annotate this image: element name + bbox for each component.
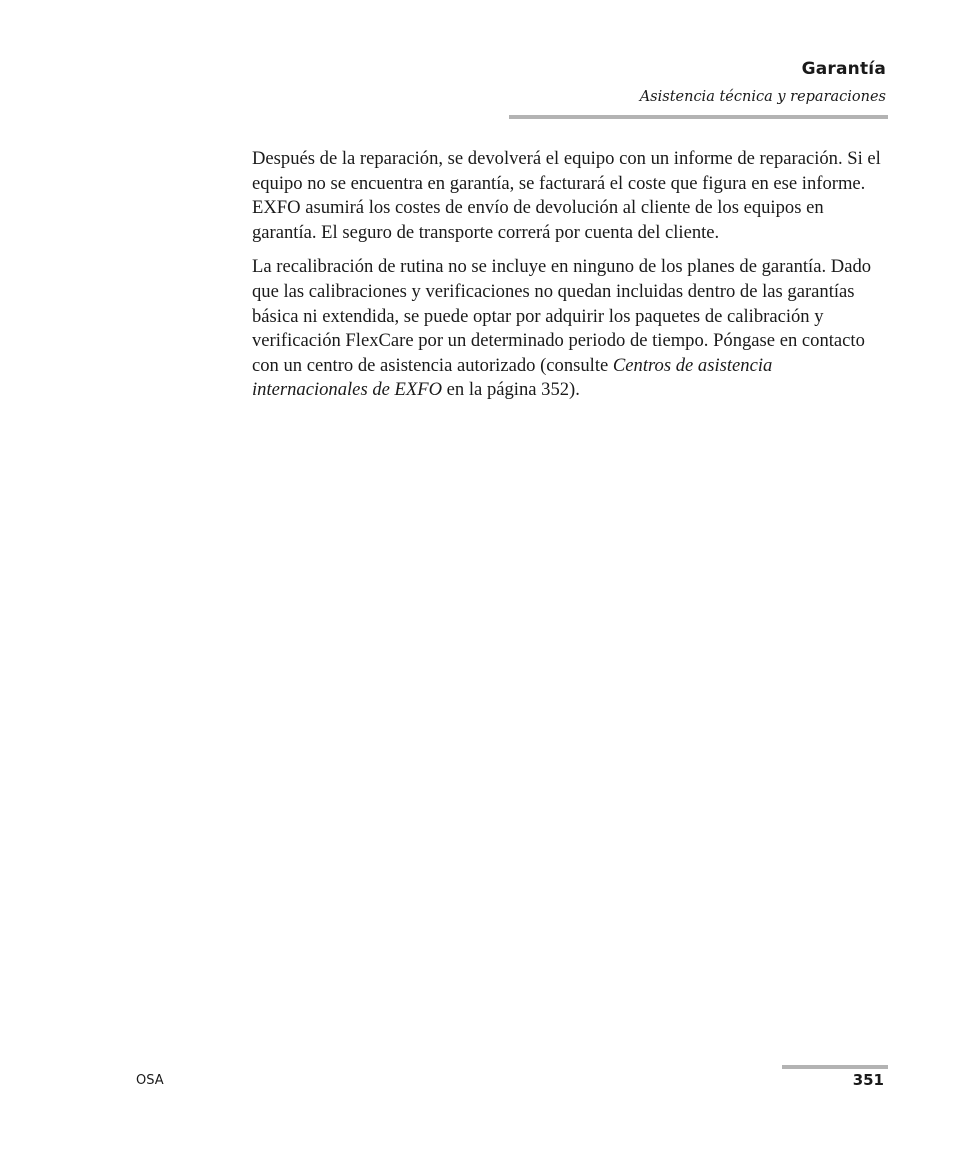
footer-divider — [782, 1065, 888, 1069]
running-header — [640, 58, 886, 107]
service-centers-reference-link[interactable]: Centros de asistencia internacionales de EXFO — [252, 354, 773, 401]
section-title: Asistencia técnica y reparaciones — [639, 89, 886, 105]
page-number: 351 — [852, 1071, 884, 1089]
paragraph-text: La recalibración de rutina no se incluye en ninguno de los planes de garantía. Dado que las calibraciones y verificaciones no quedan incluidas dentro de las garantías básica ni extendida, se puede optar por adquirir los paquetes de calibración y verificación FlexCare por un determinado periodo de tiempo. Póngase en contacto con un centro de asistencia autorizado (consulte — [252, 256, 872, 376]
paragraph-repair-return: Después de la reparación, se devolverá el equipo con un informe de reparación. Si el equipo no se encuentra en garantía, se facturará el coste que figura en ese informe. EXFO asumirá los costes de envío de devolución al cliente de los equipos en garantía. El seguro de transporte correrá por cuenta del cliente. — [252, 148, 881, 243]
main-content — [252, 147, 888, 413]
chapter-title: Garantía — [801, 59, 886, 79]
product-name: OSA — [136, 1073, 164, 1088]
paragraph-text-end: en la página 352). — [442, 379, 580, 401]
paragraph-recalibration — [252, 255, 888, 403]
header-divider — [509, 115, 888, 119]
